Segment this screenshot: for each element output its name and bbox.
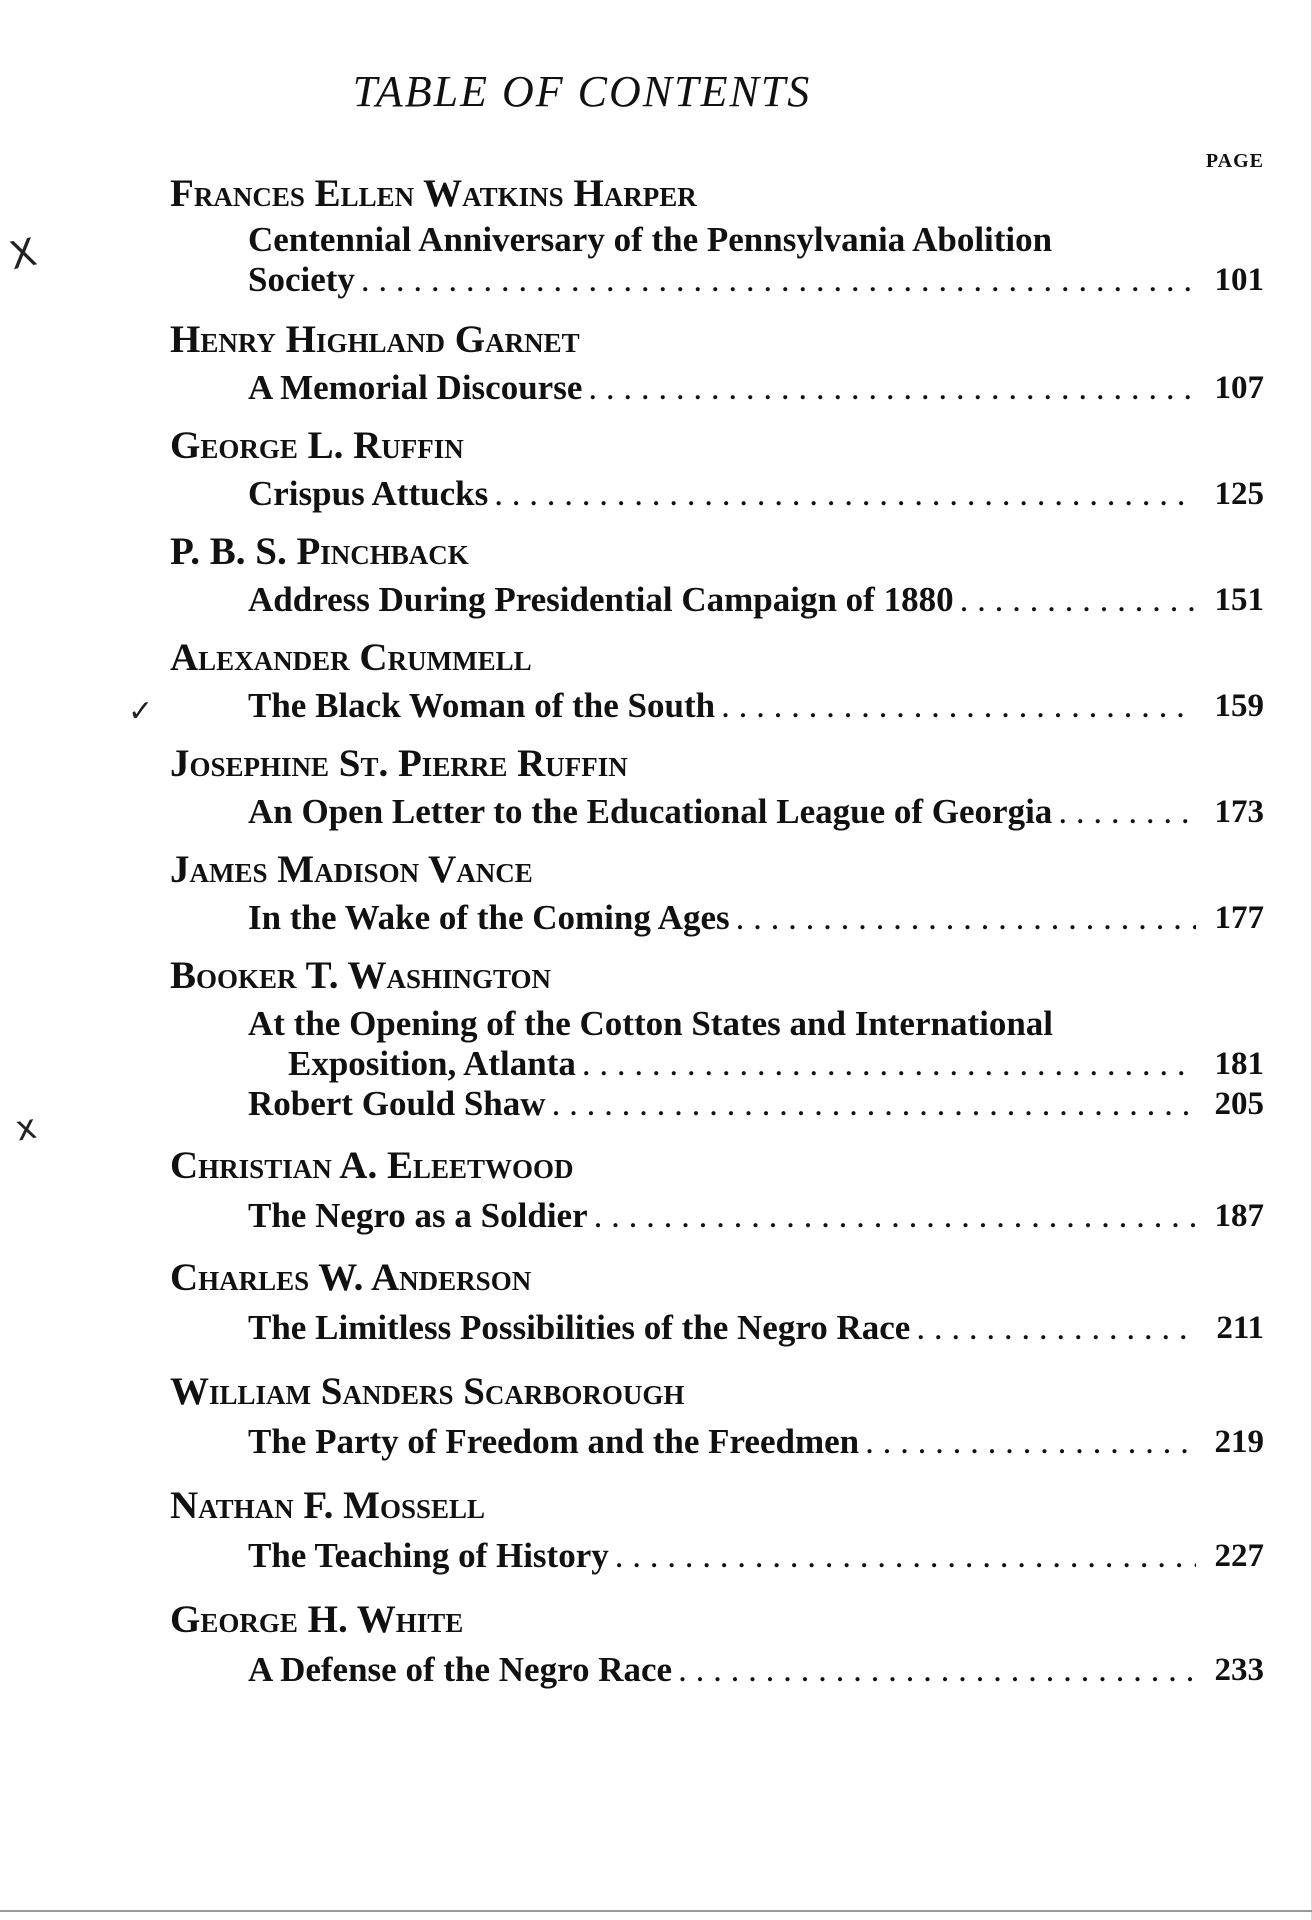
toc-entries bbox=[170, 172, 1264, 1690]
dot-leader bbox=[582, 1044, 1196, 1084]
page-number: 177 bbox=[1214, 900, 1264, 936]
dot-leader bbox=[361, 260, 1196, 300]
page-number: 233 bbox=[1214, 1652, 1264, 1688]
author-name: James Madison Vance bbox=[170, 848, 533, 891]
toc-entry bbox=[170, 424, 1264, 514]
toc-entry bbox=[170, 1256, 1264, 1348]
author-name: George L. Ruffin bbox=[170, 424, 464, 467]
page-number: 159 bbox=[1214, 688, 1264, 724]
toc-entry bbox=[170, 1598, 1264, 1690]
dot-leader bbox=[1058, 792, 1196, 832]
author-name: George H. White bbox=[170, 1598, 464, 1641]
dot-leader bbox=[494, 474, 1196, 514]
work-title: Crispus Attucks bbox=[248, 474, 489, 513]
dot-leader bbox=[865, 1422, 1196, 1462]
work-item bbox=[248, 1084, 1264, 1124]
page-number: 211 bbox=[1216, 1310, 1264, 1346]
author-name: Frances Ellen Watkins Harper bbox=[170, 172, 697, 215]
work-item bbox=[248, 1196, 1264, 1236]
work-item bbox=[248, 1536, 1264, 1576]
work-title: In the Wake of the Coming Ages bbox=[248, 898, 730, 937]
toc-entry bbox=[170, 318, 1264, 408]
work-item bbox=[248, 368, 1264, 408]
author-name: Henry Highland Garnet bbox=[170, 318, 580, 361]
page-number: 181 bbox=[1214, 1046, 1264, 1082]
dot-leader bbox=[594, 1196, 1196, 1236]
margin-mark-cross: x bbox=[12, 1106, 40, 1150]
dot-leader bbox=[615, 1536, 1196, 1576]
toc-entry bbox=[170, 1484, 1264, 1576]
work-item bbox=[248, 474, 1264, 514]
work-title: The Limitless Possibilities of the Negro Race bbox=[248, 1308, 911, 1347]
page-number: 101 bbox=[1214, 262, 1264, 298]
page-number: 187 bbox=[1214, 1198, 1264, 1234]
work-item bbox=[170, 220, 1264, 300]
toc-entry bbox=[170, 954, 1264, 1124]
work-title: The Teaching of History bbox=[248, 1536, 609, 1575]
toc-entry bbox=[170, 1144, 1264, 1236]
page-number: 125 bbox=[1214, 476, 1264, 512]
margin-mark-check: ✓ bbox=[128, 694, 154, 729]
work-title: The Black Woman of the South bbox=[248, 686, 716, 725]
work-item bbox=[248, 1422, 1264, 1462]
work-item bbox=[170, 1004, 1264, 1084]
work-item bbox=[248, 1650, 1264, 1690]
work-title: An Open Letter to the Educational League of Georgia bbox=[248, 792, 1053, 831]
work-item bbox=[248, 792, 1264, 832]
page-number: 227 bbox=[1214, 1538, 1264, 1574]
page-number: 205 bbox=[1214, 1086, 1264, 1122]
work-title: The Negro as a Soldier bbox=[248, 1196, 588, 1235]
author-name: William Sanders Scarborough bbox=[170, 1370, 685, 1413]
toc-entry bbox=[170, 530, 1264, 620]
page-number: 173 bbox=[1214, 794, 1264, 830]
toc-entry bbox=[170, 848, 1264, 938]
work-title: The Party of Freedom and the Freedmen bbox=[248, 1422, 860, 1461]
author-name: Christian A. Eleetwood bbox=[170, 1144, 574, 1187]
author-name: P. B. S. Pinchback bbox=[170, 530, 469, 573]
author-name: Charles W. Anderson bbox=[170, 1256, 532, 1299]
margin-mark-cross: X bbox=[5, 229, 41, 279]
page-bottom-edge bbox=[0, 1910, 1312, 1912]
author-name: Josephine St. Pierre Ruffin bbox=[170, 742, 628, 785]
author-name: Booker T. Washington bbox=[170, 954, 552, 997]
page-column-label: PAGE bbox=[1205, 150, 1264, 172]
toc-entry bbox=[170, 1370, 1264, 1462]
author-name: Alexander Crummell bbox=[170, 636, 532, 679]
page-number: 151 bbox=[1214, 582, 1264, 618]
dot-leader bbox=[678, 1650, 1196, 1690]
dot-leader bbox=[960, 580, 1196, 620]
toc-entry bbox=[170, 636, 1264, 726]
work-item bbox=[248, 1308, 1264, 1348]
dot-leader bbox=[588, 368, 1196, 408]
work-title: Society bbox=[248, 260, 355, 299]
dot-leader bbox=[721, 686, 1196, 726]
dot-leader bbox=[916, 1308, 1196, 1348]
author-name: Nathan F. Mossell bbox=[170, 1484, 486, 1527]
work-item bbox=[248, 580, 1264, 620]
toc-entry bbox=[170, 172, 1264, 300]
work-title: Robert Gould Shaw bbox=[248, 1084, 546, 1123]
page-number: 219 bbox=[1214, 1424, 1264, 1460]
page-number: 107 bbox=[1214, 370, 1264, 406]
work-title-line: Centennial Anniversary of the Pennsylvania Abolition bbox=[248, 220, 1053, 259]
work-title: A Defense of the Negro Race bbox=[248, 1650, 673, 1689]
work-title: A Memorial Discourse bbox=[248, 368, 583, 407]
dot-leader bbox=[552, 1084, 1196, 1124]
work-title-line: At the Opening of the Cotton States and International bbox=[248, 1004, 1054, 1043]
work-item bbox=[248, 686, 1264, 726]
toc-entry bbox=[170, 742, 1264, 832]
page-title: TABLE OF CONTENTS bbox=[352, 67, 812, 116]
work-title: Address During Presidential Campaign of 1880 bbox=[248, 580, 954, 619]
dot-leader bbox=[736, 898, 1196, 938]
work-title: Exposition, Atlanta bbox=[288, 1044, 576, 1083]
work-item bbox=[248, 898, 1264, 938]
